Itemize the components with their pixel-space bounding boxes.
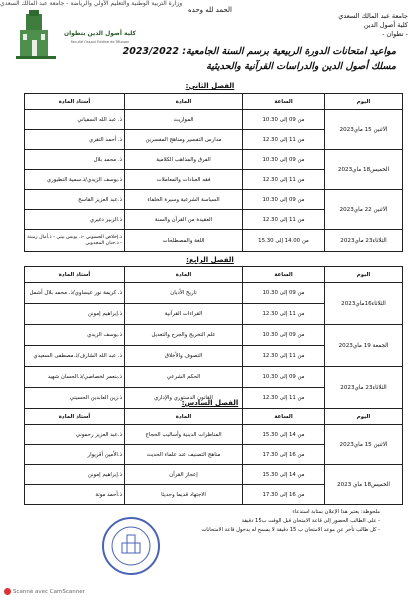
subject-cell: السياسة الشرعية وسيرة الخلفاء [125, 190, 243, 210]
prof-cell: ذ.زين العابدين الحسيني [25, 388, 125, 409]
prof-cell: ذ.يوسف الزيدي [25, 325, 125, 346]
time-cell: من 09 إلى 10.30 [243, 367, 325, 388]
time-cell: من 09 إلى 10.30 [243, 110, 325, 130]
subject-cell: مناهج التصنيف عند علماء الحديث [125, 445, 243, 465]
column-header-day: اليوم [325, 409, 403, 425]
subject-cell: علم التخريج والجرح والتعديل [125, 325, 243, 346]
subject-cell: الحكم الشرعي [125, 367, 243, 388]
prof-cell: ذ.إبراهيم إمونن [25, 465, 125, 485]
faculty-stamp-icon [100, 515, 162, 577]
column-header-time: الساعة [243, 94, 325, 110]
subject-cell: إعجاز القرآن [125, 465, 243, 485]
time-cell: من 09 إلى 10.30 [243, 190, 325, 210]
semester-title: الفصل الرابع: [186, 256, 234, 264]
day-cell: الاثنين 15 ماي2023 [325, 425, 403, 465]
time-cell: من 11 إلى 12.30 [243, 388, 325, 409]
semester-title: الفصل الثاني: [185, 82, 235, 90]
time-cell: من 11 إلى 12.30 [243, 170, 325, 190]
time-cell: من 11 إلى 12.30 [243, 304, 325, 325]
time-cell: من 14.00 إلى 15.30 [243, 230, 325, 252]
top-header-line: وزارة التربية الوطنية والتعليم الأولي والرياضة - جامعة عبد المالك السعدي [0, 0, 183, 7]
subject-cell: التصوف والأخلاق [125, 346, 243, 367]
university-header [288, 12, 408, 39]
time-cell: من 09 إلى 10.30 [243, 283, 325, 304]
page-title: مواعيد امتحانات الدورة الربيعية برسم السنة الجامعية: 2023/2022 [122, 46, 396, 57]
logo-subtext: Faculté Ossoul Eddine de Tétouan [70, 40, 130, 44]
prof-cell: ذ.يوسف الزيدي/ذ.سمية التطيوري [25, 170, 125, 190]
faculty-line: كلية أصول الدين [363, 21, 408, 29]
table-row [25, 150, 403, 170]
subject-cell: اللغة والمصطلحات [125, 230, 243, 252]
note-line: ملحوظة: يعتبر هذا الإعلان بمثابة استدعاء [292, 509, 380, 515]
table-row [25, 465, 403, 485]
subject-cell: الاجتهاد قديما وحديثا [125, 485, 243, 505]
note-line: - كل طالب تأخر عن موعد الامتحان ب 15 دقيقة لا يسمح له بدخول قاعة الامتحانات [201, 527, 380, 533]
camscanner-icon [4, 588, 11, 595]
table-row [25, 190, 403, 210]
day-cell: الخميس18 ماي 2023 [325, 465, 403, 505]
column-header-prof: أستاذ المادة [25, 409, 125, 425]
subject-cell: المناظرات الدينية وأساليب الحجاج [125, 425, 243, 445]
prof-cell: ذ.الأمين أقريوار [25, 445, 125, 465]
schedule-table-semester-2 [24, 93, 403, 252]
column-header-time: الساعة [243, 267, 325, 283]
column-header-subject: المادة [125, 94, 243, 110]
day-cell: الاثنين 15 ماي2023 [325, 110, 403, 150]
time-cell: من 16 إلى 17.30 [243, 445, 325, 465]
subject-cell: العقيدة من القرآن والسنة [125, 210, 243, 230]
column-header-day: اليوم [325, 267, 403, 283]
column-header-subject: المادة [125, 267, 243, 283]
day-cell: الثلاثاء23 ماي2023 [325, 230, 403, 252]
prof-cell: ذ.عبد العزيز القاسح [25, 190, 125, 210]
table-row [25, 230, 403, 252]
prof-cell: ذ. أحمد التقري [25, 130, 125, 150]
subject-cell: تاريخ الأديان [125, 283, 243, 304]
scanner-text: Scanné avec CamScanner [13, 589, 85, 595]
day-cell: الخميس18 ماي2023 [325, 150, 403, 190]
schedule-table-semester-6 [24, 408, 403, 505]
table-row [25, 110, 403, 130]
column-header-time: الساعة [243, 409, 325, 425]
scanner-watermark [4, 588, 85, 595]
page-subtitle: مسلك أصول الدين والدراسات القرآنية والحديثية [206, 61, 396, 72]
time-cell: من 11 إلى 12.30 [243, 346, 325, 367]
column-header-subject: المادة [125, 409, 243, 425]
table-row [25, 425, 403, 445]
day-cell: الاثنين 22 ماي2023 [325, 190, 403, 230]
subject-cell: القانون الدستوري والإداري [125, 388, 243, 409]
prof-cell: ذ.إبراهيم إمونن [25, 304, 125, 325]
time-cell: من 14 إلى 15.30 [243, 465, 325, 485]
day-cell: الثلاثاء23 ماي2023 [325, 367, 403, 409]
basmala: الحمد لله وحده [187, 6, 233, 14]
prof-cell: ذ. كريمة نور عيساوي/ذ. محمد بلال أشمل [25, 283, 125, 304]
day-cell: الجمعة 19 ماي2023 [325, 325, 403, 367]
prof-cell: ذ. محمد بلال [25, 150, 125, 170]
table-row [25, 283, 403, 304]
subject-cell: القراءات القرآنية [125, 304, 243, 325]
city-line: - تطوان - [382, 30, 408, 38]
prof-cell: ذ.عبد العزيز رحموني [25, 425, 125, 445]
schedule-table-semester-4 [24, 266, 403, 409]
column-header-day: اليوم [325, 94, 403, 110]
table-row [25, 325, 403, 346]
prof-cell: ذ. عبد الله الشارف/ذ.مصطفى السعيدي [25, 346, 125, 367]
column-header-prof: أستاذ المادة [25, 94, 125, 110]
time-cell: من 16 إلى 17.30 [243, 485, 325, 505]
time-cell: من 11 إلى 12.30 [243, 130, 325, 150]
subject-cell: المواريث [125, 110, 243, 130]
logo-text: كلية أصول الدين بتطوان [63, 30, 137, 37]
time-cell: من 14 إلى 15.30 [243, 425, 325, 445]
notes-block [40, 508, 380, 535]
semester-title: الفصل السادس: [181, 399, 239, 407]
prof-cell: ذ. عبد الله السفياني [25, 110, 125, 130]
table-row [25, 367, 403, 388]
column-header-prof: أستاذ المادة [25, 267, 125, 283]
day-cell: الثلاثاء16ماي2023 [325, 283, 403, 325]
time-cell: من 09 إلى 10.30 [243, 150, 325, 170]
prof-cell: ذ.أحمد مونة [25, 485, 125, 505]
subject-cell: مدارس التفسير ومناهج المفسرين [125, 130, 243, 150]
university-line: جامعة عبد المالك السعدي [338, 12, 408, 20]
time-cell: من 11 إلى 12.30 [243, 210, 325, 230]
prof-cell: ذ.بنعمر لخصاصي/ذ.الحسان شهيد [25, 367, 125, 388]
subject-cell: الفرق والمذاهب الكلامية [125, 150, 243, 170]
note-line: - على الطالب الحضور إلى قاعة الامتحان قبل الوقت ب15 دقيقة [241, 518, 380, 524]
prof-cell: ذ.إخلاص الحسوني -ذ. يونس بيني - ذ.أمال زميتة - ذ.حنان المجدوبي [25, 230, 125, 252]
prof-cell: ذ.الزبير دغيري [25, 210, 125, 230]
time-cell: من 09 إلى 10.30 [243, 325, 325, 346]
subject-cell: فقه العبادات والمعاملات [125, 170, 243, 190]
